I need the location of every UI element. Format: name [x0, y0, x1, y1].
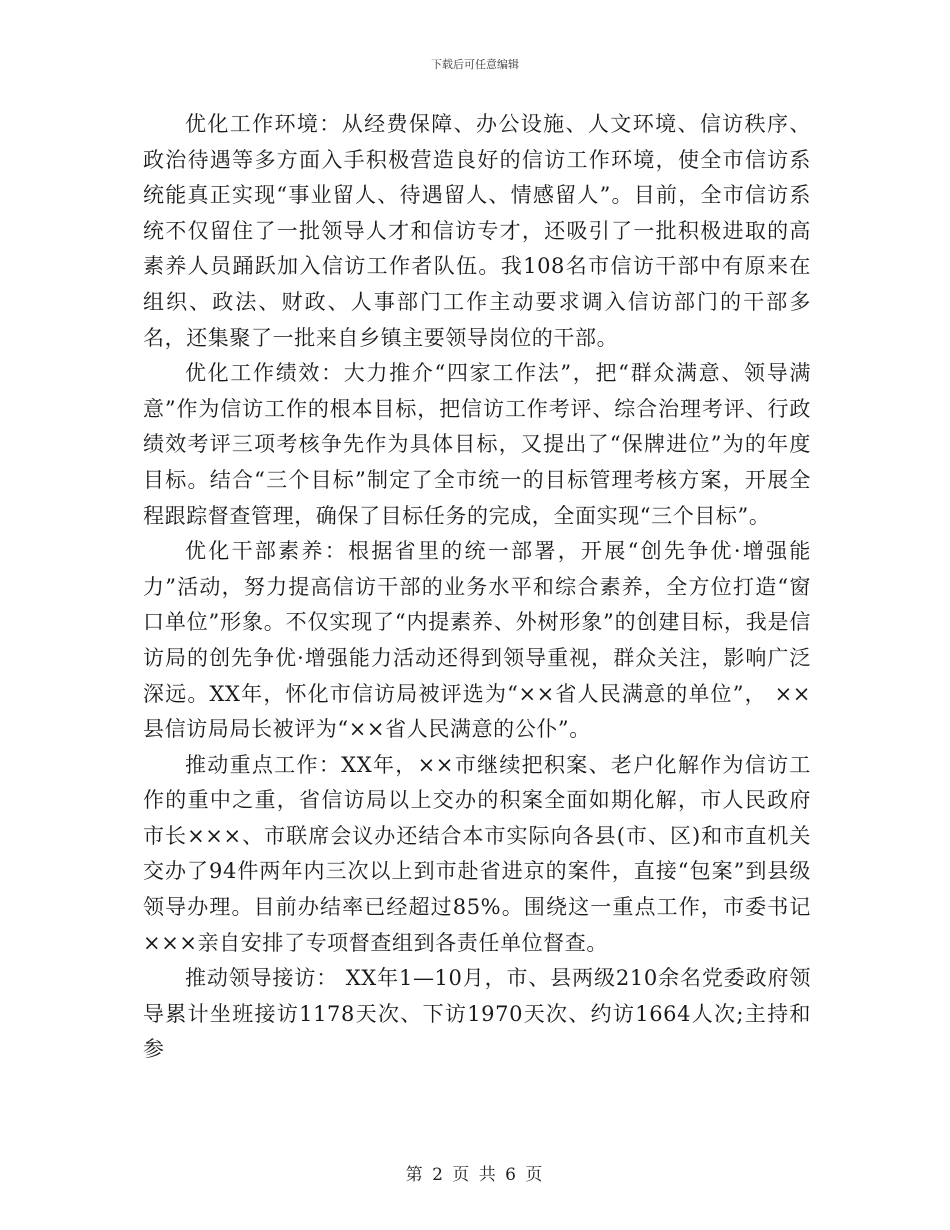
paragraph-leader-reception: 推动领导接访： XX年1—10月，市、县两级210余名党委政府领导累计坐班接访1178天次、下访1970天次、约访1664人次;主持和参 — [143, 966, 811, 1062]
page-header: 下载后可任意编辑 — [431, 58, 519, 71]
paragraph-work-performance: 优化工作绩效：大力推介“四家工作法”，把“群众满意、领导满意”作为信访工作的根本目标，把信访工作考评、综合治理考评、行政绩效考评三项考核争先作为具体目标，又提出了“保牌进位”为的年度目标。结合“三个目标”制定了全市统一的目标管理考核方案，开展全程跟踪督查管理，确保了目标任务的完成，全面实现“三个目标”。 — [143, 361, 811, 528]
paragraph-cadre-quality: 优化干部素养：根据省里的统一部署，开展“创先争优·增强能力”活动，努力提高信访干部的业务水平和综合素养，全方位打造“窗口单位”形象。不仅实现了“内提素养、外树形象”的创建目标，我是信访局的创先争优·增强能力活动还得到领导重视，群众关注，影响广泛深远。XX年，怀化市信访局被评选为“××省人民满意的单位”， ××县信访局局长被评为“××省人民满意的公仆”。 — [143, 539, 811, 742]
paragraph-key-work: 推动重点工作：XX年，××市继续把积案、老户化解作为信访工作的重中之重，省信访局以上交办的积案全面如期化解，市人民政府市长×××、市联席会议办还结合本市实际向各县(市、区)和市直机关交办了94件两年内三次以上到市赴省进京的案件，直接“包案”到县级领导办理。目前办结率已经超过85%。围绕这一重点工作，市委书记×××亲自安排了专项督查组到各责任单位督查。 — [143, 752, 811, 955]
document-body — [143, 107, 811, 1068]
paragraph-work-environment: 优化工作环境：从经费保障、办公设施、人文环境、信访秩序、政治待遇等多方面入手积极营造良好的信访工作环境，使全市信访系统能真正实现“事业留人、待遇留人、情感留人”。目前，全市信访系统不仅留住了一批领导人才和信访专才，还吸引了一批积极进取的高素养人员踊跃加入信访工作者队伍。我108名市信访干部中有原来在组织、政法、财政、人事部门工作主动要求调入信访部门的干部多名，还集聚了一批来自乡镇主要领导岗位的干部。 — [143, 112, 811, 350]
page-number: 第 2 页 共 6 页 — [405, 1165, 545, 1185]
